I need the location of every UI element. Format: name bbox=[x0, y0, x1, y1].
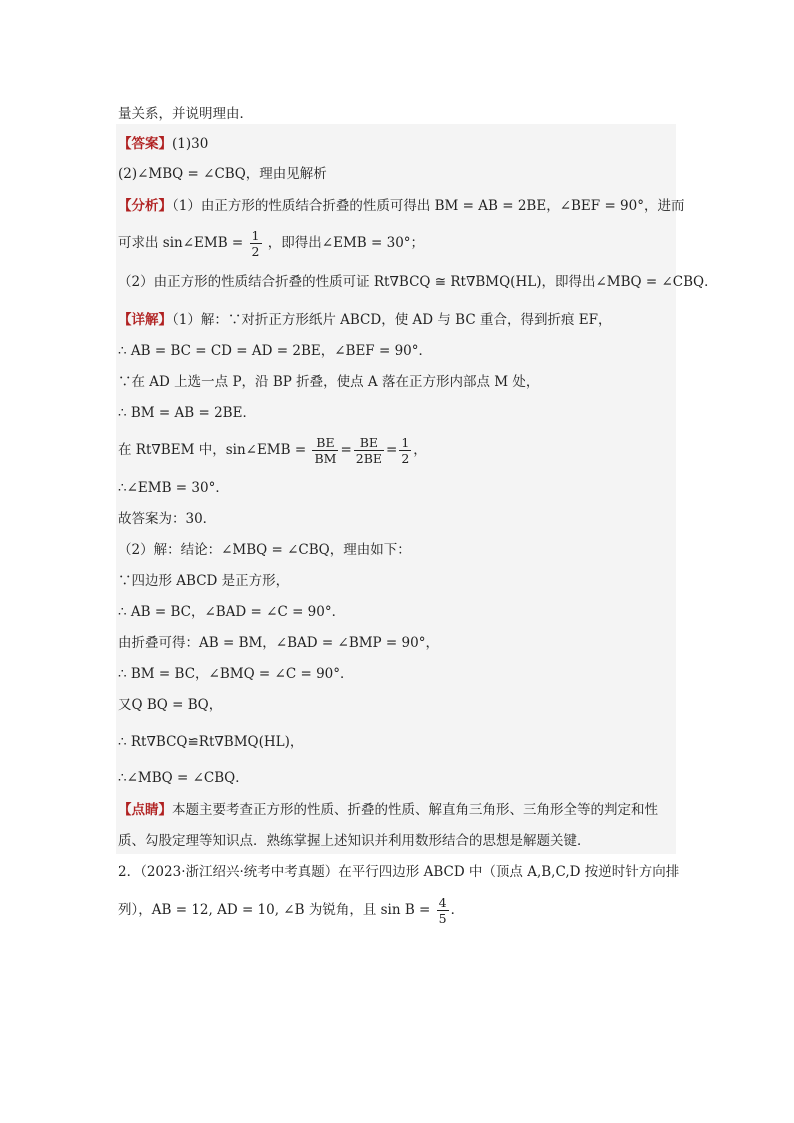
fraction-be-bm: $\frac{BE}{BM}$ bbox=[314, 435, 337, 466]
detail-line-14: ∴ Rt∇BCQ≌Rt∇BMQ(HL)， bbox=[118, 734, 304, 750]
detail-line-12: ∴ BM = BC，∠BMQ = ∠C = 90°． bbox=[118, 666, 354, 682]
analysis-text-2a: 可求出 sin∠EMB = bbox=[118, 235, 244, 251]
fraction-be-2be: $\frac{BE}{2BE}$ bbox=[355, 435, 383, 466]
analysis-line-3: （2）由正方形的性质结合折叠的性质可证 Rt∇BCQ ≅ Rt∇BMQ(HL)，即得出∠MBQ = ∠CBQ． bbox=[118, 274, 718, 290]
question2-text-2: 列），AB = 12, AD = 10, ∠B 为锐角，且 sin B = bbox=[118, 902, 431, 918]
analysis-line-1 bbox=[118, 196, 684, 218]
analysis-line-2 bbox=[118, 226, 424, 260]
question2-line-1: 2．（2023·浙江绍兴·统考中考真题）在平行四边形 ABCD 中（顶点 A,B,C,D 按逆时针方向排 bbox=[118, 864, 680, 880]
detail-text-1: （1）解：∵对折正方形纸片 ABCD，使 AD 与 BC 重合，得到折痕 EF， bbox=[172, 312, 612, 328]
detail-line-3: ∵在 AD 上选一点 P，沿 BP 折叠，使点 A 落在正方形内部点 M 处， bbox=[118, 374, 540, 390]
analysis-text-1: （1）由正方形的性质结合折叠的性质可得出 BM = AB = 2BE，∠BEF = 90°，进而 bbox=[172, 198, 685, 214]
detail-line-8: （2）解：结论：∠MBQ = ∠CBQ，理由如下： bbox=[118, 542, 411, 558]
tip-text-1: 本题主要考查正方形的性质、折叠的性质、解直角三角形、三角形全等的判定和性 bbox=[172, 802, 658, 818]
detail-line-5: 在 Rt∇BEM 中，sin∠EMB = $\frac{BE}{BM}$ = $\frac{BE}{2BE}$ = $\frac{1}{2}$ ， bbox=[118, 435, 427, 466]
detail-line-13: 又Q BQ = BQ， bbox=[118, 697, 223, 713]
detail-line-9: ∵四边形 ABCD 是正方形， bbox=[118, 573, 290, 589]
tip-line-1 bbox=[118, 800, 658, 822]
detail-line-15: ∴∠MBQ = ∠CBQ． bbox=[118, 770, 249, 786]
answer-part2: (2)∠MBQ = ∠CBQ，理由见解析 bbox=[118, 166, 327, 182]
detail-tag: 【详解】 bbox=[118, 312, 172, 328]
question2-line-2: 列），AB = 12, AD = 10, ∠B 为锐角，且 sin B = $\frac{4}{5}$ ． bbox=[118, 895, 465, 926]
question-tail: 量关系，并说明理由． bbox=[118, 106, 253, 122]
answer-part1: (1)30 bbox=[172, 136, 209, 152]
fraction-four-fifths: $\frac{4}{5}$ bbox=[438, 895, 447, 926]
detail-line-1 bbox=[118, 310, 611, 332]
tip-tag: 【点睛】 bbox=[118, 802, 172, 818]
detail-line-11: 由折叠可得：AB = BM，∠BAD = ∠BMP = 90°， bbox=[118, 635, 439, 651]
detail-line-6: ∴∠EMB = 30°． bbox=[118, 480, 229, 496]
answer-line bbox=[118, 134, 208, 156]
detail-line-7: 故答案为：30． bbox=[118, 511, 217, 527]
detail-text-5a: 在 Rt∇BEM 中，sin∠EMB = bbox=[118, 442, 307, 458]
detail-line-4: ∴ BM = AB = 2BE． bbox=[118, 405, 256, 421]
analysis-tag: 【分析】 bbox=[118, 198, 172, 214]
fraction-half: $\frac{1}{2}$ bbox=[251, 228, 260, 259]
detail-line-2: ∴ AB = BC = CD = AD = 2BE，∠BEF = 90°． bbox=[118, 343, 432, 359]
fraction-half-2: $\frac{1}{2}$ bbox=[401, 435, 410, 466]
answer-tag: 【答案】 bbox=[118, 136, 172, 152]
analysis-text-2b: ，即得出∠EMB = 30°； bbox=[267, 235, 425, 251]
detail-line-10: ∴ AB = BC，∠BAD = ∠C = 90°． bbox=[118, 604, 346, 620]
tip-line-2: 质、勾股定理等知识点．熟练掌握上述知识并利用数形结合的思想是解题关键． bbox=[118, 833, 591, 849]
